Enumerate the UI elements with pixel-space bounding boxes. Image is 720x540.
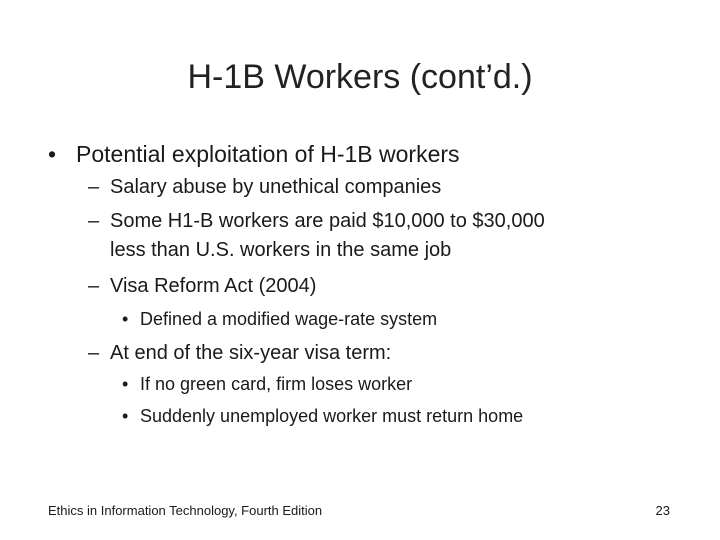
bullet-sub4: At end of the six-year visa term:: [110, 342, 392, 364]
bullet-sub2-line1: Some H1-B workers are paid $10,000 to $30,000: [110, 210, 545, 232]
dash-marker: –: [88, 210, 100, 232]
bullet-marker: •: [48, 141, 57, 167]
slide-title: H-1B Workers (cont’d.): [187, 58, 533, 96]
bullet-sub3-child1: Defined a modified wage-rate system: [140, 309, 438, 329]
bullet-marker-small: •: [122, 374, 129, 394]
page-number: 23: [655, 503, 670, 518]
footer-source: Ethics in Information Technology, Fourth Edition: [48, 503, 323, 518]
bullet-marker-small: •: [122, 309, 129, 329]
bullet-sub4-child1: If no green card, firm loses worker: [140, 374, 413, 394]
dash-marker: –: [88, 342, 100, 364]
bullet-marker-small: •: [122, 406, 129, 426]
dash-marker: –: [88, 275, 100, 297]
bullet-main: Potential exploitation of H-1B workers: [76, 141, 460, 167]
bullet-sub3: Visa Reform Act (2004): [110, 275, 317, 297]
dash-marker: –: [88, 176, 100, 198]
bullet-sub4-child2: Suddenly unemployed worker must return home: [140, 406, 524, 426]
bullet-sub2-line2: less than U.S. workers in the same job: [110, 239, 452, 261]
bullet-sub1: Salary abuse by unethical companies: [110, 176, 442, 198]
